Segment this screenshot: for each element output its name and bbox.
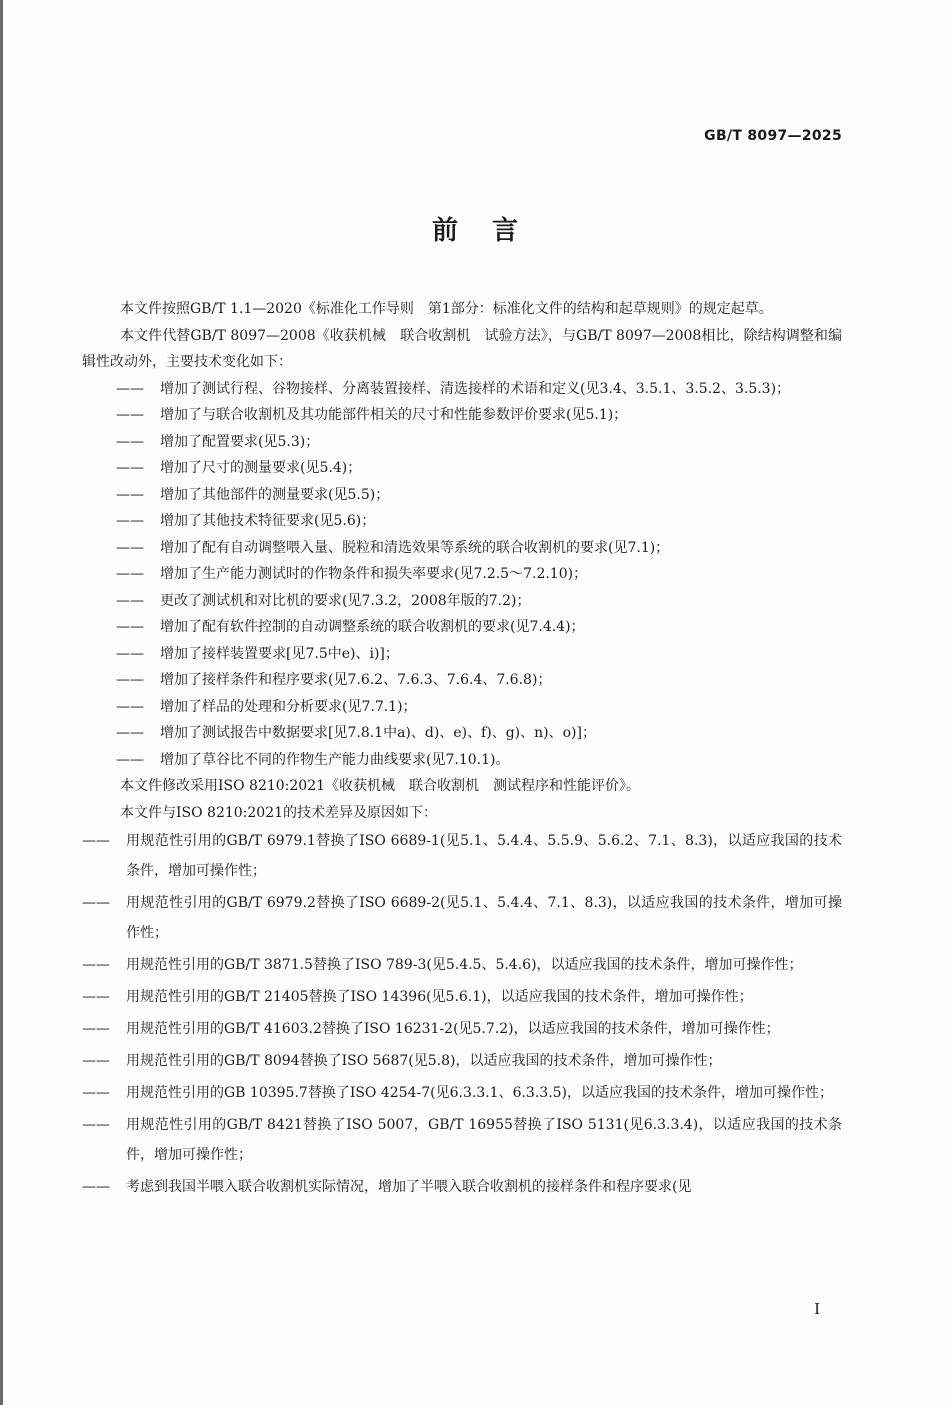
list-item: —— 增加了测试报告中数据要求[见7.8.1中a)、d)、e)、f)、g)、n)、o)]； [116,725,596,741]
document-body [82,296,842,1204]
list-item: —— 用规范性引用的GB/T 41603.2替换了ISO 16231-2(见5.7.2)，以适应我国的技术条件，增加可操作性； [82,1021,780,1037]
list-item: —— 增加了尺寸的测量要求(见5.4)； [116,460,362,476]
list-item: —— 用规范性引用的GB/T 8094替换了ISO 5687(见5.8)，以适应我国的技术条件，增加可操作性； [82,1053,722,1069]
list-item: —— 增加了配置要求(见5.3)； [116,433,320,450]
list-item: —— 用规范性引用的GB/T 21405替换了ISO 14396(见5.6.1)，以适应我国的技术条件，增加可操作性； [82,989,753,1005]
list-item: —— 增加了草谷比不同的作物生产能力曲线要求(见7.10.1)。 [116,751,510,768]
list-item: —— 增加了其他部件的测量要求(见5.5)； [116,486,390,503]
list-item: —— 增加了其他技术特征要求(见5.6)； [116,513,376,529]
list-item: —— 增加了与联合收割机及其功能部件相关的尺寸和性能参数评价要求(见5.1)； [116,407,628,423]
standard-number: GB/T 8097—2025 [704,128,842,144]
list-item: —— 用规范性引用的GB 10395.7替换了ISO 4254-7(见6.3.3.1、6.3.3.5)，以适应我国的技术条件，增加可操作性； [82,1085,834,1101]
list-item: —— 考虑到我国半喂入联合收割机实际情况，增加了半喂入联合收割机的接样条件和程序要求(见 [82,1179,692,1195]
list-item: —— 增加了配有软件控制的自动调整系统的联合收割机的要求(见7.4.4)； [116,619,585,635]
technical-changes-list [82,376,842,774]
page-title: 前言 [431,216,552,246]
list-item: —— 用规范性引用的GB/T 3871.5替换了ISO 789-3(见5.4.5、5.4.6)，以适应我国的技术条件，增加可操作性； [82,957,803,973]
list-item: —— 增加了样品的处理和分析要求(见7.7.1)； [116,698,417,715]
list-item: —— 增加了生产能力测试时的作物条件和损失率要求(见7.2.5～7.2.10)； [116,566,588,582]
list-item: —— 用规范性引用的GB/T 6979.1替换了ISO 6689-1(见5.1、5.4.4、5.5.9、5.6.2、7.1、8.3)，以适应我国的技术条件，增加可操作性； [82,833,842,879]
paragraph-iso-differences: 本文件与ISO 8210:2021的技术差异及原因如下： [120,804,438,821]
list-item: —— 增加了接样装置要求[见7.5中e)、i)]； [116,645,399,662]
list-item: —— 增加了配有自动调整喂入量、脱粒和清选效果等系统的联合收割机的要求(见7.1)； [116,539,670,556]
list-item: —— 用规范性引用的GB/T 8421替换了ISO 5007，GB/T 16955替换了ISO 5131(见6.3.3.4)，以适应我国的技术条件，增加可操作性； [82,1117,842,1163]
list-item: —— 增加了接样条件和程序要求(见7.6.2、7.6.3、7.6.4、7.6.8)； [116,672,552,688]
list-item: —— 更改了测试机和对比机的要求(见7.3.2，2008年版的7.2)； [116,592,531,609]
paragraph-replacement: 本文件代替GB/T 8097—2008《收获机械 联合收割机 试验方法》，与GB/T 8097—2008相比，除结构调整和编辑性改动外，主要技术变化如下： [82,327,842,370]
page-number: I [814,1300,820,1318]
paragraph-iso-adoption: 本文件修改采用ISO 8210:2021《收获机械 联合收割机 测试程序和性能评价》。 [120,778,641,794]
paragraph-drafting-rules: 本文件按照GB/T 1.1—2020《标准化工作导则 第1部分：标准化文件的结构和起草规则》的规定起草。 [120,301,773,317]
list-item: —— 增加了测试行程、谷物接样、分离装置接样、清选接样的术语和定义(见3.4、3.5.1、3.5.2、3.5.3)； [116,380,791,397]
list-item: —— 用规范性引用的GB/T 6979.2替换了ISO 6689-2(见5.1、5.4.4、7.1、8.3)，以适应我国的技术条件，增加可操作性； [82,895,842,941]
technical-differences-list [82,826,842,1202]
